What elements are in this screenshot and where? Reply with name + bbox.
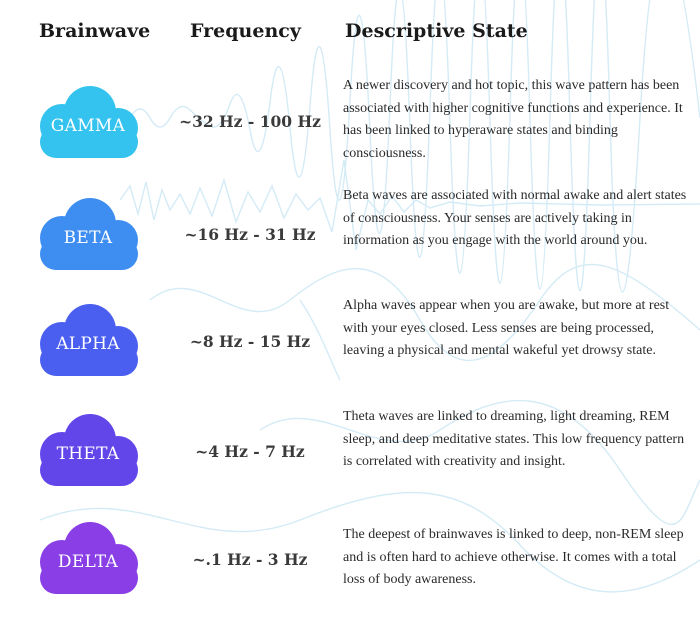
brainwave-name: DELTA [57,552,119,572]
header-brainwave: Brainwave [39,20,151,42]
brainwave-name: THETA [56,444,120,464]
brainwave-name: GAMMA [50,116,126,136]
header-frequency: Frequency [190,20,301,42]
frequency-range: ~4 Hz - 7 Hz [195,442,305,461]
row-gamma [0,72,700,182]
cloud-gamma [26,84,150,164]
state-description: A newer discovery and hot topic, this wave pattern has been associated with higher cognitive functions and experience. It has been linked to hyperaware states and binding consciousness. [343,78,683,161]
state-description: Beta waves are associated with normal awake and alert states of consciousness. Your senses are actively taking in information as you engage with the world around you. [343,188,687,248]
state-description: The deepest of brainwaves is linked to deep, non-REM sleep and is often hard to achieve otherwise. It comes with a total loss of body awareness. [343,527,684,587]
cloud-beta [26,196,150,276]
frequency-range: ~8 Hz - 15 Hz [189,332,311,351]
cloud-delta [26,520,150,600]
row-theta [0,402,700,512]
brainwave-name: ALPHA [56,334,120,354]
brainwave-name: BETA [63,228,113,248]
frequency-range: ~16 Hz - 31 Hz [184,225,316,244]
header-descriptive-state: Descriptive State [345,20,528,42]
state-description: Alpha waves appear when you are awake, but more at rest with your eyes closed. Less senses are being processed, leaving a physical and mental wakeful yet drowsy state. [343,298,670,358]
state-description: Theta waves are linked to dreaming, light dreaming, REM sleep, and deep meditative states. This low frequency pattern is correlated with creativity and insight. [343,409,685,469]
cloud-alpha [26,302,150,382]
cloud-theta [26,412,150,492]
frequency-range: ~32 Hz - 100 Hz [179,112,321,131]
frequency-range: ~.1 Hz - 3 Hz [192,550,308,569]
row-alpha [0,292,700,402]
row-delta [0,512,700,622]
row-beta [0,182,700,292]
